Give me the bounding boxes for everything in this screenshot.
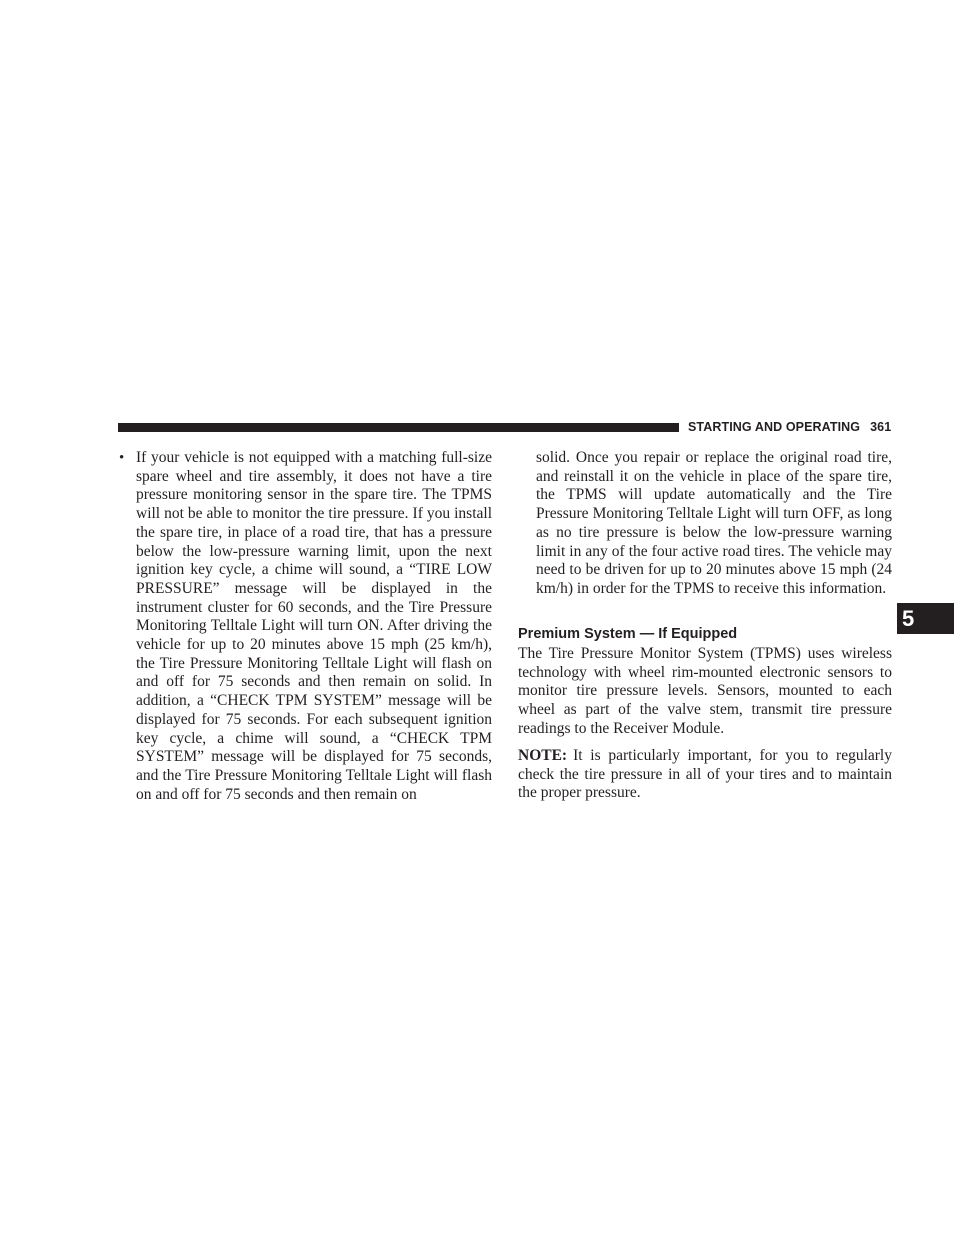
note-label: NOTE: [518,747,568,764]
bullet-paragraph: If your vehicle is not equipped with a matching full-size spare wheel and tire assembly, it does not have a tire pressure monitoring sensor in the spare tire. The TPMS will not be able to monitor the tire pressure. If you install the spare tire, in place of a road tire, that has a pressure below the low-pressure warning limit, upon the next ignition key cycle, a chime will sound, a “TIRE LOW PRESSURE” message will be displayed in the instrument cluster for 60 seconds, and the Tire Pressure Monitoring Telltale Light will turn ON. After driving the vehicle for up to 20 minutes above 15 mph (25 km/h), the Tire Pressure Monitoring Telltale Light will flash on and off for 75 seconds and then remain on solid. In addition, a “CHECK TPM SYSTEM” message will be displayed for 75 seconds. For each subsequent ignition key cycle, a chime will sound, a “CHECK TPM SYSTEM” message will be displayed for 75 seconds, and the Tire Pressure Monitoring Telltale Light will flash on and off for 75 seconds and then remain on [136,449,492,803]
header-rule [118,423,679,432]
chapter-tab [897,603,954,634]
section-paragraph: The Tire Pressure Monitor System (TPMS) uses wireless technology with wheel rim-mounted electronic sensors to monitor tire pressure levels. Sensors, mounted to each wheel as part of the valve stem, transmit tire pressure readings to the Receiver Module. [518,645,892,737]
bullet-marker: • [119,450,125,466]
chapter-number: 5 [902,606,915,631]
section-heading: Premium System — If Equipped [518,626,738,642]
right-column-continuation [536,449,892,599]
page-number: 361 [870,420,892,434]
section-title: STARTING AND OPERATING [688,420,861,434]
left-column [119,449,492,804]
continuation-paragraph: solid. Once you repair or replace the original road tire, and reinstall it on the vehicle in place of the spare tire, the TPMS will update automatically and the Tire Pressure Monitoring Telltale Light will turn OFF, as long as no tire pressure is below the low-pressure warning limit in any of the four active road tires. The vehicle may need to be driven for up to 20 minutes above 15 mph (24 km/h) in order for the TPMS to receive this information. [536,449,892,597]
note-paragraph [518,747,892,803]
note-text: It is particularly important, for you to regularly check the tire pressure in all of your tires and to maintain the proper pressure. [518,747,892,802]
running-header [688,420,891,434]
